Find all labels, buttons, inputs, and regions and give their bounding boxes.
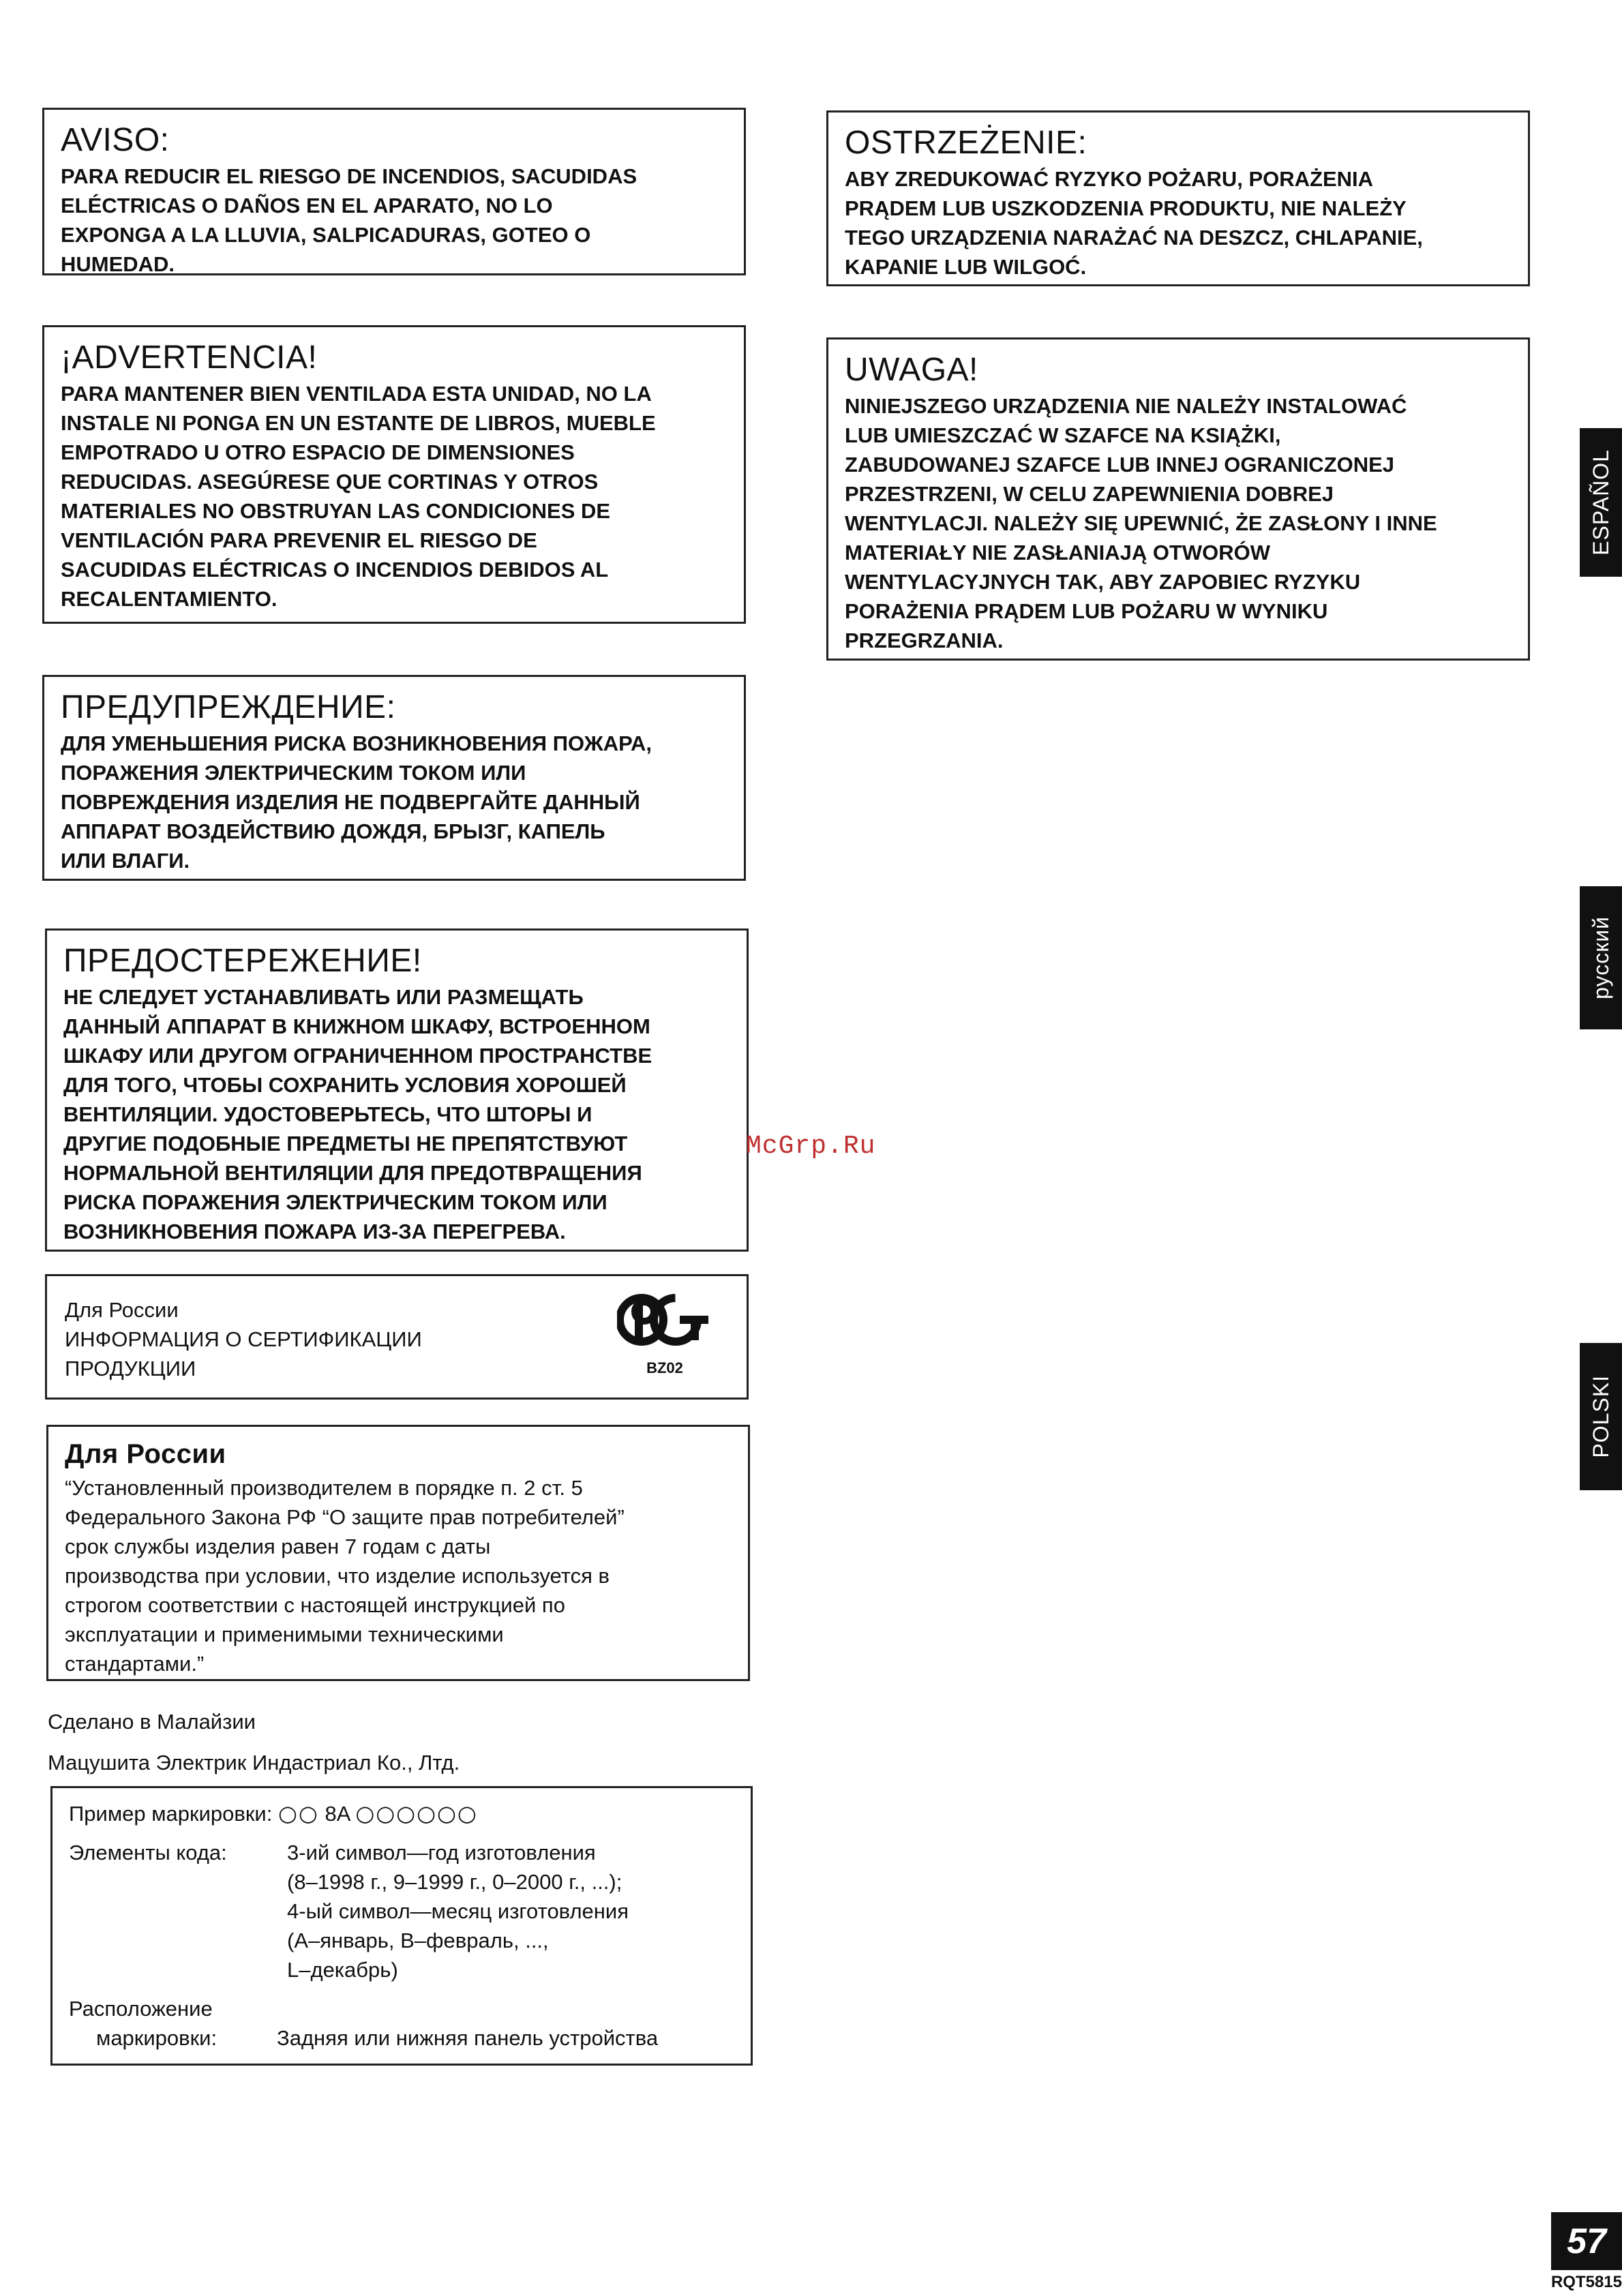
predosterezhenie-line: НЕ СЛЕДУЕТ УСТАНАВЛИВАТЬ ИЛИ РАЗМЕЩАТЬ (63, 985, 584, 1009)
tab-russian-label: русский (1588, 916, 1613, 999)
service-life-line: срок службы изделия равен 7 годам с даты (65, 1535, 491, 1558)
certification-info: ПРОДУКЦИИ (65, 1357, 196, 1380)
tab-russian (1580, 886, 1622, 1029)
ostrzezenie-line: KAPANIE LUB WILGOĆ. (845, 255, 1087, 279)
preduprezhdenie-line: ИЛИ ВЛАГИ. (61, 849, 190, 873)
predosterezhenie-line: ВОЗНИКНОВЕНИЯ ПОЖАРА ИЗ-ЗА ПЕРЕГРЕВА. (63, 1220, 566, 1243)
marking-example-suffix: ○○○○○○ (355, 1800, 478, 1826)
ostrzezenie-box (826, 110, 1530, 286)
aviso-line: EXPONGA A LA LLUVIA, SALPICADURAS, GOTEO O (61, 223, 591, 247)
advertencia-line: MATERIALES NO OBSTRUYAN LAS CONDICIONES DE (61, 499, 611, 523)
predosterezhenie-line: ДАННЫЙ АППАРАТ В КНИЖНОМ ШКАФУ, ВСТРОЕННОМ (63, 1014, 650, 1038)
ostrzezenie-title: OSTRZEŻENIE: (845, 125, 1087, 161)
uwaga-line: WENTYLACYJNYCH TAK, ABY ZAPOBIEC RYZYKU (845, 570, 1361, 594)
preduprezhdenie-title: ПРЕДУПРЕЖДЕНИЕ: (61, 689, 396, 725)
tab-polski-label: POLSKI (1588, 1375, 1613, 1458)
certification-country: Для России (65, 1298, 179, 1322)
advertencia-line: EMPOTRADO U OTRO ESPACIO DE DIMENSIONES (61, 440, 575, 464)
advertencia-line: INSTALE NI PONGA EN UN ESTANTE DE LIBROS, MUEBLE (61, 411, 656, 435)
predosterezhenie-line: НОРМАЛЬНОЙ ВЕНТИЛЯЦИИ ДЛЯ ПРЕДОТВРАЩЕНИЯ (63, 1161, 642, 1185)
predosterezhenie-line: ДРУГИЕ ПОДОБНЫЕ ПРЕДМЕТЫ НЕ ПРЕПЯТСТВУЮТ (63, 1132, 628, 1155)
marking-location-value: Задняя или нижняя панель устройства (277, 2026, 659, 2050)
marking-location-label: Расположение (69, 1997, 213, 2021)
ostrzezenie-line: PRĄDEM LUB USZKODZENIA PRODUKTU, NIE NALEŻY (845, 196, 1407, 220)
uwaga-line: PRZEGRZANIA. (845, 629, 1004, 652)
marking-example-code: 8A (325, 1802, 350, 1826)
watermark: McGrp.Ru (746, 1132, 876, 1161)
predosterezhenie-box (45, 928, 749, 1252)
preduprezhdenie-line: ПОРАЖЕНИЯ ЭЛЕКТРИЧЕСКИМ ТОКОМ ИЛИ (61, 761, 526, 785)
uwaga-line: ZABUDOWANEJ SZAFCE LUB INNEJ OGRANICZONEJ (845, 453, 1395, 477)
service-life-line: эксплуатации и применимыми техническими (65, 1622, 504, 1646)
uwaga-box (826, 337, 1530, 661)
made-in: Сделано в Малайзии (48, 1710, 256, 1734)
advertencia-line: REDUCIDAS. ASEGÚRESE QUE CORTINAS Y OTROS (61, 470, 599, 494)
marking-elements-line: L–декабрь) (287, 1958, 398, 1982)
marking-elements-line: (8–1998 г., 9–1999 г., 0–2000 г., ...); (287, 1870, 622, 1894)
advertencia-line: VENTILACIÓN PARA PREVENIR EL RIESGO DE (61, 528, 537, 552)
service-life-title: Для России (65, 1439, 226, 1469)
service-life-line: строгом соответствии с настоящей инструкцией по (65, 1593, 565, 1617)
certification-box (45, 1274, 749, 1400)
marking-example-label: Пример маркировки: (69, 1802, 273, 1826)
predosterezhenie-title: ПРЕДОСТЕРЕЖЕНИЕ! (63, 943, 422, 979)
marking-example-prefix: ○○ (278, 1800, 319, 1826)
tab-espanol-label: ESPAÑOL (1588, 449, 1613, 556)
uwaga-line: MATERIAŁY NIE ZASŁANIAJĄ OTWORÓW (845, 541, 1270, 564)
certification-info: ИНФОРМАЦИЯ О СЕРТИФИКАЦИИ (65, 1327, 422, 1351)
service-life-line: стандартами.” (65, 1652, 205, 1676)
uwaga-line: PORAŻENIA PRĄDEM LUB POŻARU W WYNIKU (845, 599, 1328, 623)
marking-elements-line: (A–январь, B–февраль, ..., (287, 1929, 549, 1952)
advertencia-box (42, 325, 746, 624)
service-life-line: Федерального Закона РФ “О защите прав потребителей” (65, 1505, 625, 1529)
marking-location-label: маркировки: (96, 2026, 217, 2050)
predosterezhenie-line: ШКАФУ ИЛИ ДРУГОМ ОГРАНИЧЕННОМ ПРОСТРАНСТВЕ (63, 1044, 652, 1068)
predosterezhenie-line: ВЕНТИЛЯЦИИ. УДОСТОВЕРЬТЕСЬ, ЧТО ШТОРЫ И (63, 1102, 592, 1126)
service-life-line: “Установленный производителем в порядке п. 2 ст. 5 (65, 1476, 583, 1500)
gost-logo (610, 1288, 719, 1377)
uwaga-title: UWAGA! (845, 352, 978, 388)
preduprezhdenie-line: ДЛЯ УМЕНЬШЕНИЯ РИСКА ВОЗНИКНОВЕНИЯ ПОЖАРА, (61, 731, 652, 755)
uwaga-line: NINIEJSZEGO URZĄDZENIA NIE NALEŻY INSTALOWAĆ (845, 394, 1407, 418)
aviso-title: AVISO: (61, 122, 170, 158)
uwaga-line: LUB UMIESZCZAĆ W SZAFCE NA KSIĄŻKI, (845, 423, 1281, 447)
predosterezhenie-line: ДЛЯ ТОГО, ЧТОБЫ СОХРАНИТЬ УСЛОВИЯ ХОРОШЕЙ (63, 1073, 627, 1097)
advertencia-line: RECALENTAMIENTO. (61, 587, 277, 611)
service-life-box (46, 1425, 750, 1681)
gost-rst-mark-icon (617, 1288, 712, 1357)
certification-model-code: BZ02 (646, 1359, 683, 1376)
manufacturer: Мацушита Электрик Индастриал Ко., Лтд. (48, 1751, 460, 1774)
advertencia-line: PARA MANTENER BIEN VENTILADA ESTA UNIDAD, NO LA (61, 382, 652, 406)
tab-espanol (1580, 428, 1622, 577)
marking-elements-label: Элементы кода: (69, 1841, 227, 1864)
document-code: RQT5815 (1550, 2273, 1622, 2291)
aviso-box (42, 108, 746, 275)
preduprezhdenie-line: ПОВРЕЖДЕНИЯ ИЗДЕЛИЯ НЕ ПОДВЕРГАЙТЕ ДАННЫЙ (61, 790, 640, 814)
page-number: 57 (1551, 2212, 1622, 2270)
tab-polski (1580, 1343, 1622, 1490)
marking-example (69, 1799, 734, 1828)
aviso-line: PARA REDUCIR EL RIESGO DE INCENDIOS, SACUDIDAS (61, 164, 637, 188)
predosterezhenie-line: РИСКА ПОРАЖЕНИЯ ЭЛЕКТРИЧЕСКИМ ТОКОМ ИЛИ (63, 1190, 607, 1214)
marking-box (50, 1786, 753, 2066)
ostrzezenie-line: TEGO URZĄDZENIA NARAŻAĆ NA DESZCZ, CHLAPANIE, (845, 226, 1423, 250)
uwaga-line: WENTYLACJI. NALEŻY SIĘ UPEWNIĆ, ŻE ZASŁONY I INNE (845, 511, 1437, 535)
preduprezhdenie-box (42, 675, 746, 881)
ostrzezenie-line: ABY ZREDUKOWAĆ RYZYKO POŻARU, PORAŻENIA (845, 167, 1374, 191)
service-life-line: производства при условии, что изделие используется в (65, 1564, 610, 1588)
preduprezhdenie-line: АППАРАТ ВОЗДЕЙСТВИЮ ДОЖДЯ, БРЫЗГ, КАПЕЛЬ (61, 819, 605, 843)
advertencia-title: ¡ADVERTENCIA! (61, 339, 318, 376)
uwaga-line: PRZESTRZENI, W CELU ZAPEWNIENIA DOBREJ (845, 482, 1334, 506)
marking-elements-line: 3-ий символ—год изготовления (287, 1841, 596, 1864)
aviso-line: HUMEDAD. (61, 252, 175, 276)
aviso-line: ELÉCTRICAS O DAÑOS EN EL APARATO, NO LO (61, 194, 553, 217)
marking-elements-line: 4-ый символ—месяц изготовления (287, 1899, 629, 1923)
advertencia-line: SACUDIDAS ELÉCTRICAS O INCENDIOS DEBIDOS AL (61, 558, 609, 581)
